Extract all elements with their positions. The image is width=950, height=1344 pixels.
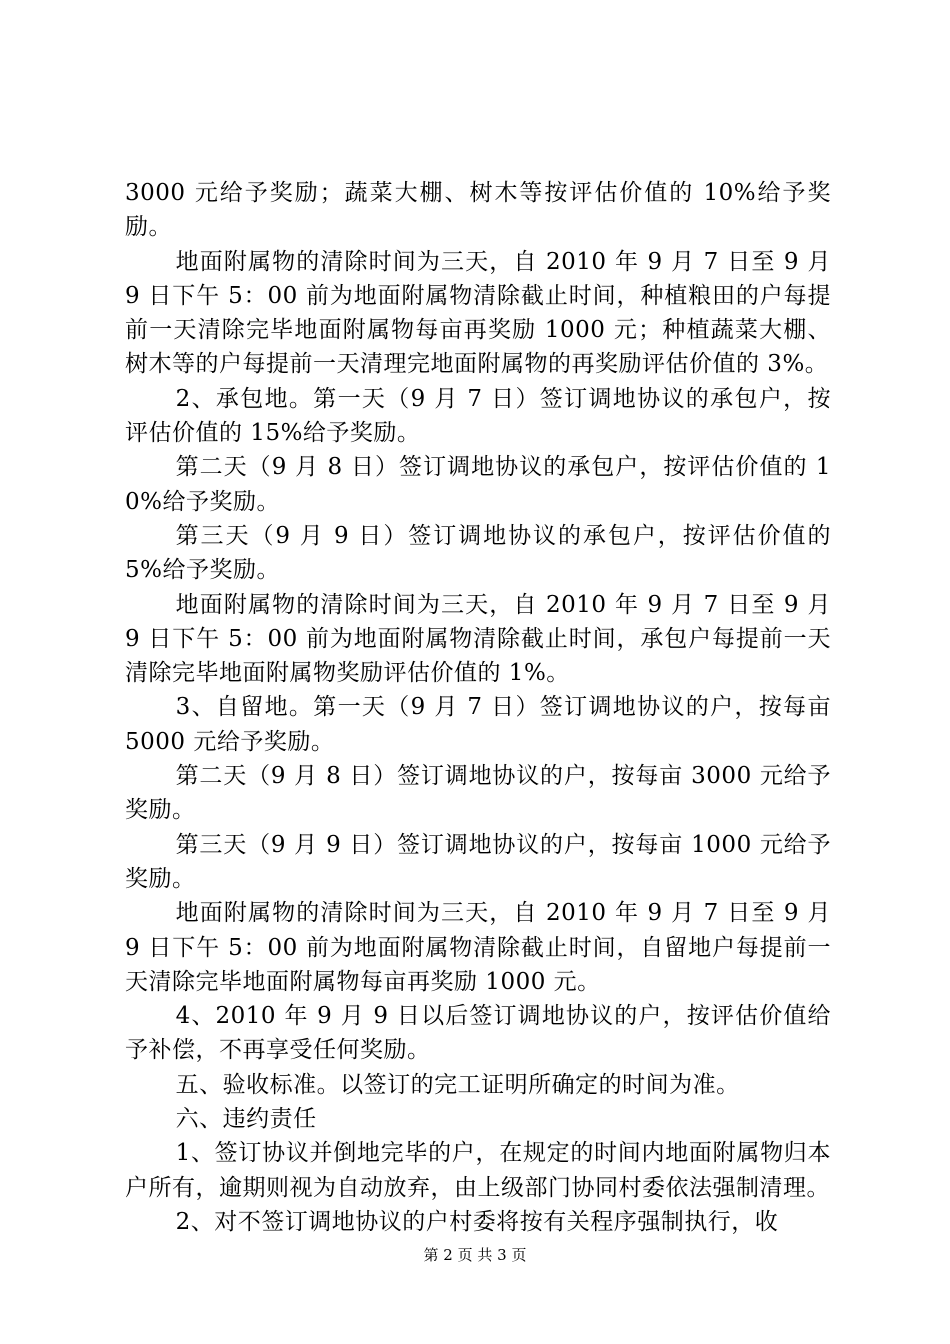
paragraph: 第二天（9 月 8 日）签订调地协议的承包户，按评估价值的 10%给予奖励。: [125, 454, 831, 515]
paragraph: 第三天（9 月 9 日）签订调地协议的承包户，按评估价值的 5%给予奖励。: [125, 522, 831, 584]
paragraph: 五、验收标准。以签订的完工证明所确定的时间为准。: [175, 1071, 740, 1098]
paragraph: 4、2010 年 9 月 9 日以后签订调地协议的户，按评估价值给予补偿，不再享受任何奖励。: [125, 1003, 831, 1064]
paragraph: 3、自留地。第一天（9 月 7 日）签订调地协议的户，按每亩 5000 元给予奖励。: [125, 694, 831, 755]
paragraph: 3000 元给予奖励；蔬菜大棚、树木等按评估价值的 10%给予奖励。: [125, 180, 831, 241]
paragraph: 1、签订协议并倒地完毕的户，在规定的时间内地面附属物归本户所有，逾期则视为自动放弃，由上级部门协同村委依法强制清理。: [125, 1140, 831, 1201]
section-heading: 六、违约责任: [175, 1106, 317, 1133]
paragraph: 2、承包地。第一天（9 月 7 日）签订调地协议的承包户，按评估价值的 15%给予奖励。: [125, 385, 831, 447]
paragraph: 地面附属物的清除时间为三天，自 2010 年 9 月 7 日至 9 月 9 日下午 5：00 前为地面附属物清除截止时间，承包户每提前一天清除完毕地面附属物奖励评估价值的 1%。: [125, 591, 831, 687]
paragraph: 地面附属物的清除时间为三天，自 2010 年 9 月 7 日至 9 月 9 日下午 5：00 前为地面附属物清除截止时间，种植粮田的户每提前一天清除完毕地面附属物每亩再奖励 1000 元；种植蔬菜大棚、树木等的户每提前一天清理完地面附属物的再奖励评估价值的 3%。: [125, 248, 831, 378]
paragraph: 第二天（9 月 8 日）签订调地协议的户，按每亩 3000 元给予奖励。: [125, 763, 831, 824]
paragraph: 地面附属物的清除时间为三天，自 2010 年 9 月 7 日至 9 月 9 日下午 5：00 前为地面附属物清除截止时间，自留地户每提前一天清除完毕地面附属物每亩再奖励 1000 元。: [125, 900, 831, 995]
paragraph: 第三天（9 月 9 日）签订调地协议的户，按每亩 1000 元给予奖励。: [125, 831, 831, 892]
paragraph: 2、对不签订调地协议的户村委将按有关程序强制执行，收: [175, 1208, 779, 1235]
document-body: [125, 176, 831, 1239]
page-number-footer: 第 2 页 共 3 页: [423, 1246, 527, 1264]
